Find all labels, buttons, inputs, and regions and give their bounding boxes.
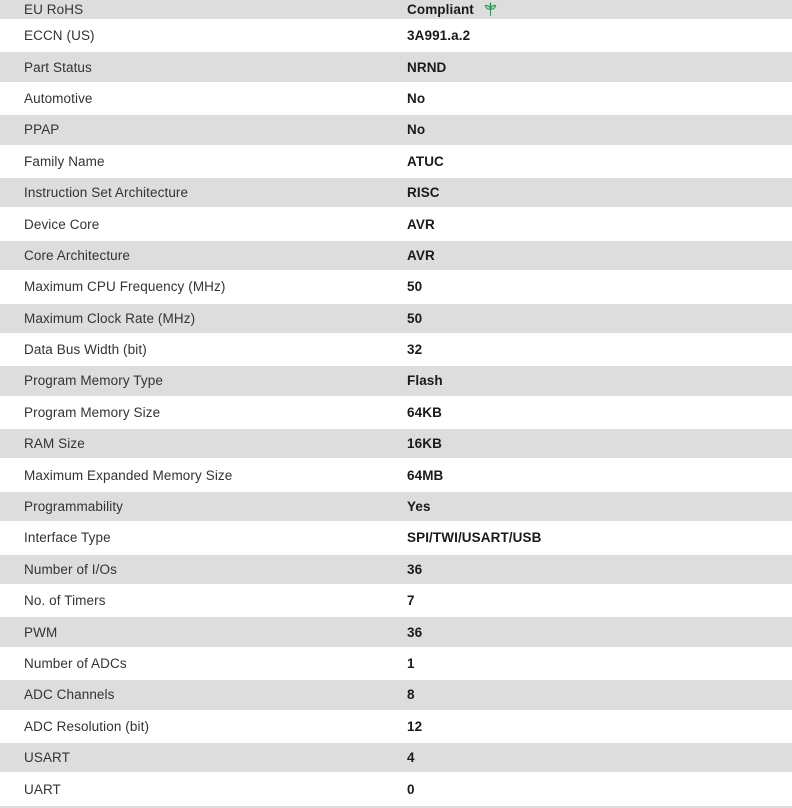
row-value bbox=[407, 60, 792, 75]
row-value-text: 8 bbox=[407, 687, 415, 703]
row-value-text: 64KB bbox=[407, 404, 442, 420]
row-label: Maximum Expanded Memory Size bbox=[24, 467, 233, 483]
row-label: Programmability bbox=[24, 499, 124, 515]
row-value-text: 32 bbox=[407, 342, 423, 358]
row-value bbox=[407, 468, 792, 483]
row-value-text: 16KB bbox=[407, 436, 442, 452]
row-value bbox=[407, 656, 792, 671]
row-label: ECCN (US) bbox=[24, 28, 95, 44]
row-value bbox=[407, 122, 792, 137]
row-value-text: Flash bbox=[407, 373, 443, 389]
table-row bbox=[0, 114, 792, 145]
row-label: ADC Resolution (bit) bbox=[24, 718, 150, 734]
row-label: Automotive bbox=[24, 90, 93, 106]
row-value-text: SPI/TWI/USART/USB bbox=[407, 530, 542, 546]
row-value-text: 50 bbox=[407, 310, 423, 326]
row-value-text: Compliant bbox=[407, 2, 474, 17]
row-label: USART bbox=[24, 750, 71, 766]
row-value-text: AVR bbox=[407, 247, 435, 263]
table-row bbox=[0, 711, 792, 742]
row-value-text: No bbox=[407, 90, 426, 106]
row-label: Interface Type bbox=[24, 530, 111, 546]
row-label: Maximum Clock Rate (MHz) bbox=[24, 310, 196, 326]
table-row bbox=[0, 334, 792, 365]
row-label: No. of Timers bbox=[24, 593, 106, 609]
row-value-text: No bbox=[407, 122, 426, 138]
row-label: UART bbox=[24, 781, 61, 797]
row-value-text: 36 bbox=[407, 561, 423, 577]
row-label: Core Architecture bbox=[24, 247, 130, 263]
row-value bbox=[407, 499, 792, 514]
row-value bbox=[407, 530, 792, 545]
table-row bbox=[0, 240, 792, 271]
table-row bbox=[0, 0, 792, 20]
row-value bbox=[407, 248, 792, 263]
row-value-text: 1 bbox=[407, 656, 415, 671]
table-row bbox=[0, 459, 792, 490]
row-value-text: 3A991.a.2 bbox=[407, 28, 471, 44]
row-value bbox=[407, 217, 792, 232]
table-row bbox=[0, 585, 792, 616]
row-label: Part Status bbox=[24, 59, 92, 75]
row-label: Instruction Set Architecture bbox=[24, 185, 189, 201]
row-value bbox=[407, 719, 792, 734]
row-value bbox=[407, 625, 792, 640]
row-label: Device Core bbox=[24, 216, 100, 232]
table-row bbox=[0, 773, 792, 804]
row-value-text: 36 bbox=[407, 624, 423, 640]
row-label: Number of ADCs bbox=[24, 656, 127, 671]
table-row bbox=[0, 428, 792, 459]
row-value-text: 50 bbox=[407, 279, 423, 295]
row-value-text: Yes bbox=[407, 499, 431, 515]
row-value-text: 0 bbox=[407, 781, 415, 797]
row-label: Maximum CPU Frequency (MHz) bbox=[24, 279, 226, 295]
row-value bbox=[407, 436, 792, 451]
row-value-text: 64MB bbox=[407, 467, 444, 483]
row-value-text: 4 bbox=[407, 750, 415, 766]
row-value bbox=[407, 185, 792, 200]
table-row bbox=[0, 397, 792, 428]
row-value bbox=[407, 687, 792, 702]
row-value bbox=[407, 750, 792, 765]
table-row bbox=[0, 20, 792, 51]
table-row bbox=[0, 51, 792, 82]
row-value-text: 7 bbox=[407, 593, 415, 609]
row-value bbox=[407, 91, 792, 106]
row-value bbox=[407, 154, 792, 169]
row-label: Family Name bbox=[24, 153, 105, 169]
rohs-leaf-icon[interactable] bbox=[483, 2, 498, 17]
table-row bbox=[0, 742, 792, 773]
table-row bbox=[0, 177, 792, 208]
table-row bbox=[0, 146, 792, 177]
table-row bbox=[0, 365, 792, 396]
row-label: EU RoHS bbox=[24, 2, 84, 17]
row-value-text: ATUC bbox=[407, 153, 444, 169]
row-value bbox=[407, 311, 792, 326]
table-row bbox=[0, 554, 792, 585]
row-label: Data Bus Width (bit) bbox=[24, 342, 147, 358]
table-row bbox=[0, 491, 792, 522]
row-value bbox=[407, 593, 792, 608]
table-row bbox=[0, 522, 792, 553]
row-value bbox=[407, 405, 792, 420]
row-label: Program Memory Type bbox=[24, 373, 163, 389]
table-row bbox=[0, 271, 792, 302]
row-label: Program Memory Size bbox=[24, 404, 161, 420]
row-value-text: AVR bbox=[407, 216, 435, 232]
row-value-text: 12 bbox=[407, 718, 423, 734]
row-label: PWM bbox=[24, 624, 58, 640]
row-value bbox=[407, 562, 792, 577]
row-value-text: NRND bbox=[407, 59, 447, 75]
row-value bbox=[407, 342, 792, 357]
table-row bbox=[0, 208, 792, 239]
row-value bbox=[407, 782, 792, 797]
table-row bbox=[0, 303, 792, 334]
row-value bbox=[407, 2, 792, 17]
row-label: RAM Size bbox=[24, 436, 85, 452]
row-value bbox=[407, 279, 792, 294]
row-value-text: RISC bbox=[407, 185, 440, 201]
row-value bbox=[407, 28, 792, 43]
table-row bbox=[0, 679, 792, 710]
table-row-clipped bbox=[0, 805, 792, 808]
table-row bbox=[0, 648, 792, 679]
table-row bbox=[0, 616, 792, 647]
row-label: ADC Channels bbox=[24, 687, 115, 703]
row-value bbox=[407, 373, 792, 388]
row-label: PPAP bbox=[24, 122, 60, 138]
table-row bbox=[0, 83, 792, 114]
row-label: Number of I/Os bbox=[24, 561, 117, 577]
